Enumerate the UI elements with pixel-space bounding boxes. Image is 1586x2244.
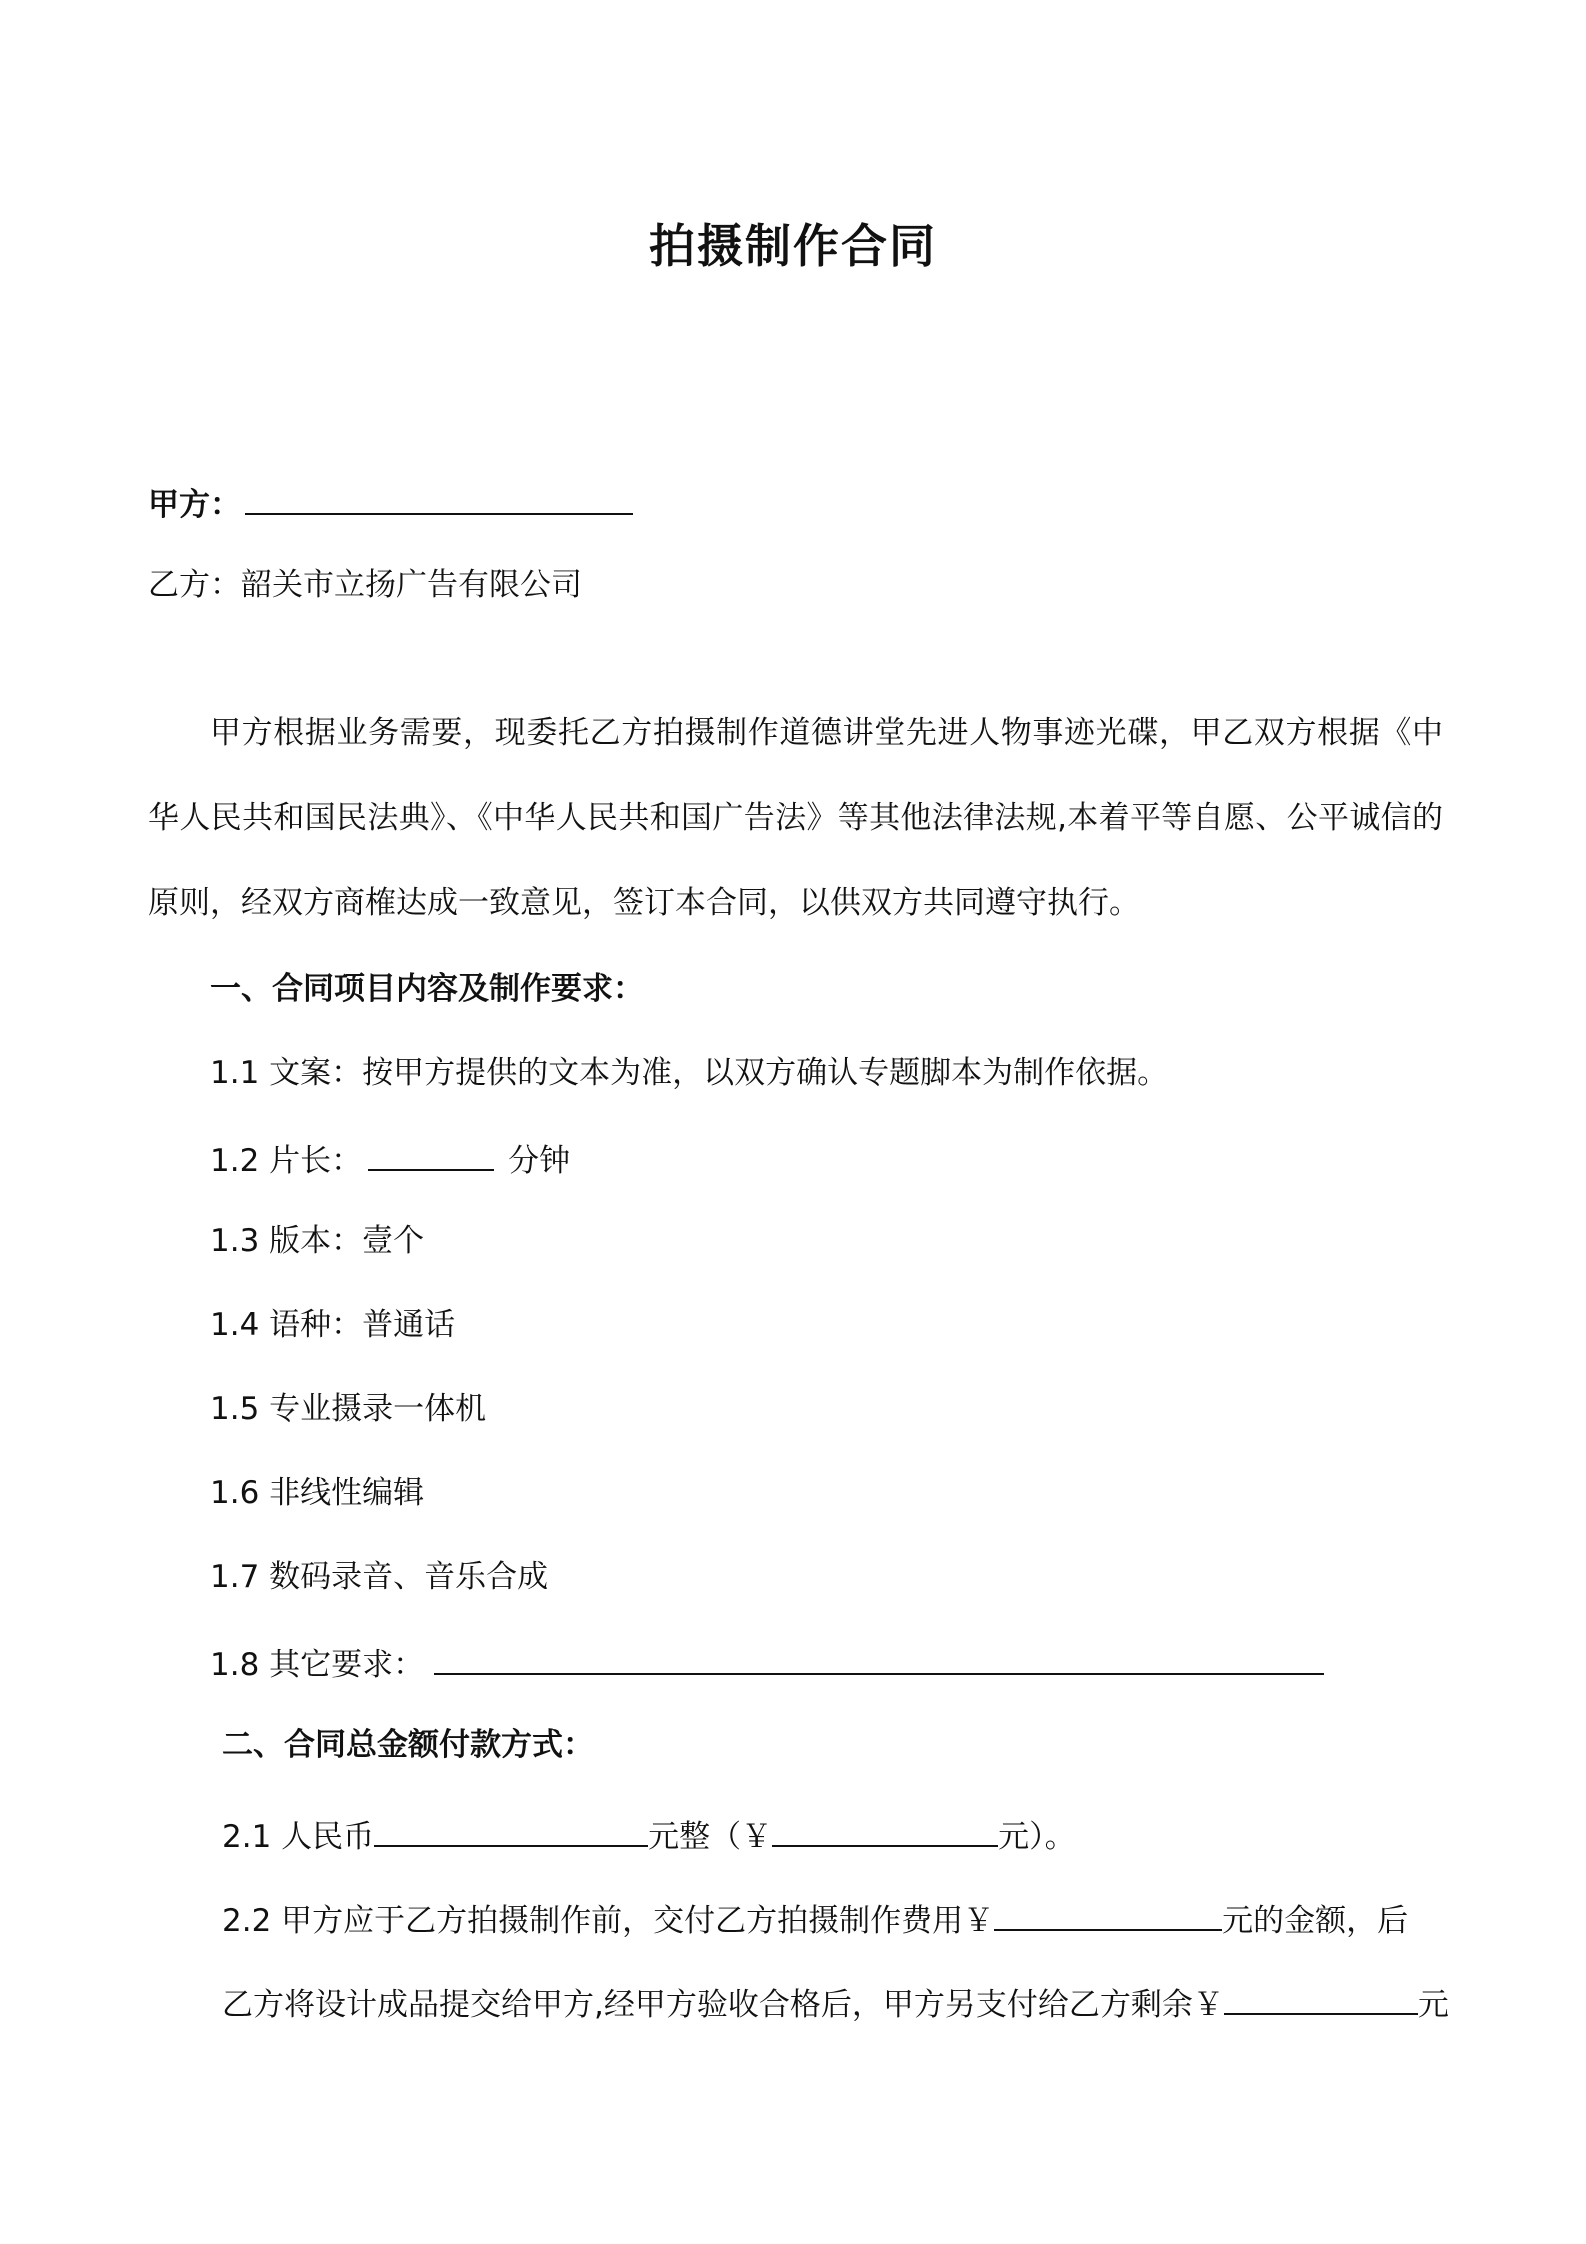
party-a-blank xyxy=(245,479,633,515)
section-1-heading: 一、合同项目内容及制作要求： xyxy=(210,971,644,1007)
item-2-2-suffix: 元的金额，后 xyxy=(1222,1903,1409,1939)
item-2-2 xyxy=(222,1895,1408,1943)
party-b-line xyxy=(148,563,582,607)
item-1-8 xyxy=(210,1639,1324,1687)
item-1-8-label: 1.8 其它要求： xyxy=(210,1647,425,1683)
item-2-2-line2-text: 乙方将设计成品提交给甲方,经甲方验收合格后，甲方另支付给乙方剩余￥ xyxy=(222,1987,1224,2023)
item-1-4: 1.4 语种：普通话 xyxy=(210,1307,456,1343)
other-requirements-blank xyxy=(434,1639,1324,1675)
prepayment-blank xyxy=(994,1895,1222,1931)
item-1-3: 1.3 版本：壹个 xyxy=(210,1223,425,1259)
item-2-2-text: 2.2 甲方应于乙方拍摄制作前，交付乙方拍摄制作费用￥ xyxy=(222,1903,995,1939)
duration-blank xyxy=(368,1135,494,1171)
party-a-line xyxy=(148,479,633,527)
item-1-1: 1.1 文案：按甲方提供的文本为准，以双方确认专题脚本为制作依据。 xyxy=(210,1055,1169,1091)
party-b-label: 乙方： xyxy=(148,567,241,603)
item-2-2-continued xyxy=(222,1979,1449,2027)
item-1-7: 1.7 数码录音、音乐合成 xyxy=(210,1559,549,1595)
amount-number-blank xyxy=(772,1811,998,1847)
amount-words-blank xyxy=(374,1811,648,1847)
section-2-heading: 二、合同总金额付款方式： xyxy=(222,1727,594,1763)
item-1-2-label: 1.2 片长： xyxy=(210,1143,363,1179)
item-2-1-suffix: 元）。 xyxy=(998,1819,1076,1855)
item-1-6: 1.6 非线性编辑 xyxy=(210,1475,425,1511)
item-1-5: 1.5 专业摄录一体机 xyxy=(210,1391,487,1427)
item-1-2-unit: 分钟 xyxy=(508,1143,571,1179)
item-1-2 xyxy=(210,1135,570,1183)
intro-paragraph: 甲方根据业务需要，现委托乙方拍摄制作道德讲堂先进人物事迹光碟，甲乙双方根据《中华人民共和国民法典》、《中华人民共和国广告法》等其他法律法规,本着平等自愿、公平诚信的原则，经双方商榷达成一致意见，签订本合同，以供双方共同遵守执行。 xyxy=(148,715,1443,921)
party-a-label: 甲方： xyxy=(148,487,241,523)
item-2-1-mid: 元整（￥ xyxy=(648,1819,773,1855)
item-2-1-label: 2.1 人民币 xyxy=(222,1819,375,1855)
document-title: 拍摄制作合同 xyxy=(649,219,937,273)
remaining-payment-blank xyxy=(1224,1979,1418,2015)
item-2-2-line2-suffix: 元 xyxy=(1417,1987,1449,2023)
item-2-1 xyxy=(222,1811,1076,1859)
party-b-name: 韶关市立扬广告有限公司 xyxy=(241,567,582,603)
